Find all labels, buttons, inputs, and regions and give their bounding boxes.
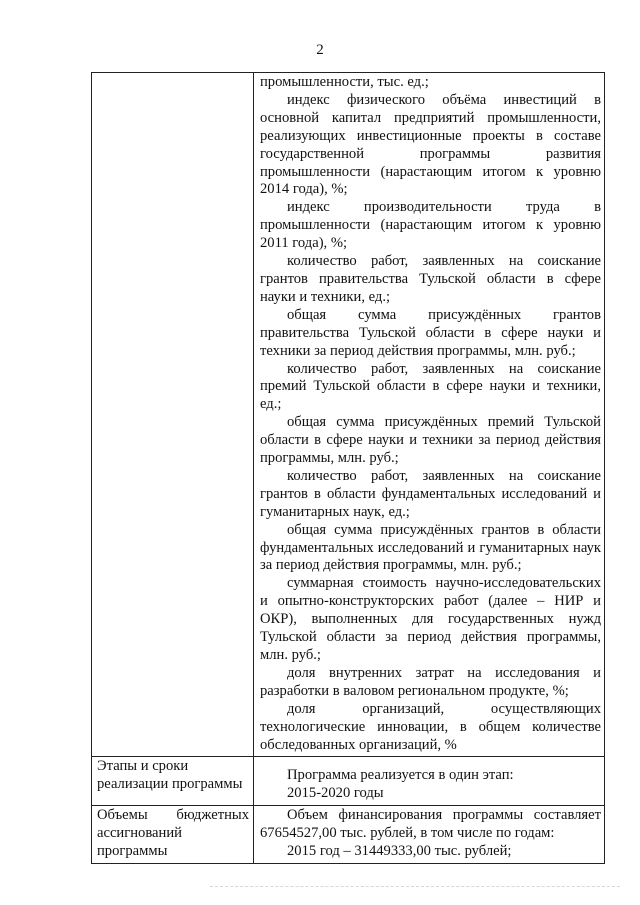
- budget-year-2015: 2015 год – 31449333,00 тыс. рублей;: [287, 843, 512, 860]
- indicator-paragraph: количество работ, заявленных на соискание премий Тульской области в сфере науки и техники, ед.;: [260, 360, 601, 413]
- budget-value-cell: [254, 806, 605, 864]
- indicator-paragraph: доля внутренних затрат на исследования и разработки в валовом региональном продукте, %;: [260, 664, 601, 699]
- stages-period: 2015-2020 годы: [287, 785, 384, 802]
- indicator-paragraph: количество работ, заявленных на соискание грантов в области фундаментальных исследований и гуманитарных наук, ед.;: [260, 467, 601, 520]
- page-number: 2: [316, 42, 324, 58]
- table-row: [92, 757, 605, 806]
- indicator-paragraph: общая сумма присуждённых грантов правительства Тульской области в сфере науки и техники за период действия программы, млн. руб.;: [260, 306, 601, 359]
- stages-value-cell: [254, 757, 605, 806]
- stages-label: Этапы и сроки реализации программы: [92, 757, 254, 806]
- indicator-paragraph: индекс физического объёма инвестиций в основной капитал предприятий промышленности, реализующих инвестиционные проекты в составе государственной программы развития промышленности (нарастающим итогом к уровню 2014 года), %;: [260, 91, 601, 198]
- table-row: [92, 806, 605, 864]
- row-label-empty: [92, 73, 254, 757]
- budget-label: [92, 806, 254, 864]
- indicator-paragraph: количество работ, заявленных на соискание грантов правительства Тульской области в сфере науки и техники, ед.;: [260, 253, 601, 305]
- program-passport-table: [91, 72, 605, 864]
- indicator-paragraph: промышленности, тыс. ед.;: [260, 74, 429, 90]
- indicator-paragraph: индекс производительности труда в промышленности (нарастающим итогом к уровню 2011 года), %;: [260, 199, 601, 252]
- indicators-cell: [254, 73, 605, 757]
- indicator-paragraph: суммарная стоимость научно-исследовательских и опытно-конструкторских работ (далее – НИР и ОКР), выполненных для государственных нужд Тульской области за период действия программы, млн. руб.;: [260, 575, 601, 663]
- indicator-paragraph: доля организаций, осуществляющих технологические инновации, в общем количестве обследованных организаций, %: [260, 700, 601, 753]
- scan-artifact-line: [210, 886, 620, 889]
- indicator-paragraph: общая сумма присуждённых премий Тульской области в сфере науки и техники за период действия программы, млн. руб.;: [260, 414, 601, 467]
- indicator-paragraph: общая сумма присуждённых грантов в области фундаментальных исследований и гуманитарных наук за период действия программы, млн. руб.;: [260, 521, 601, 574]
- stages-text: Программа реализуется в один этап:: [287, 767, 514, 784]
- table-row: [92, 73, 605, 757]
- budget-total-paragraph: Объем финансирования программы составляет 67654527,00 тыс. рублей, в том числе по годам:: [260, 807, 601, 842]
- budget-label-text: Объемы бюджетных ассигнований программы: [97, 807, 249, 860]
